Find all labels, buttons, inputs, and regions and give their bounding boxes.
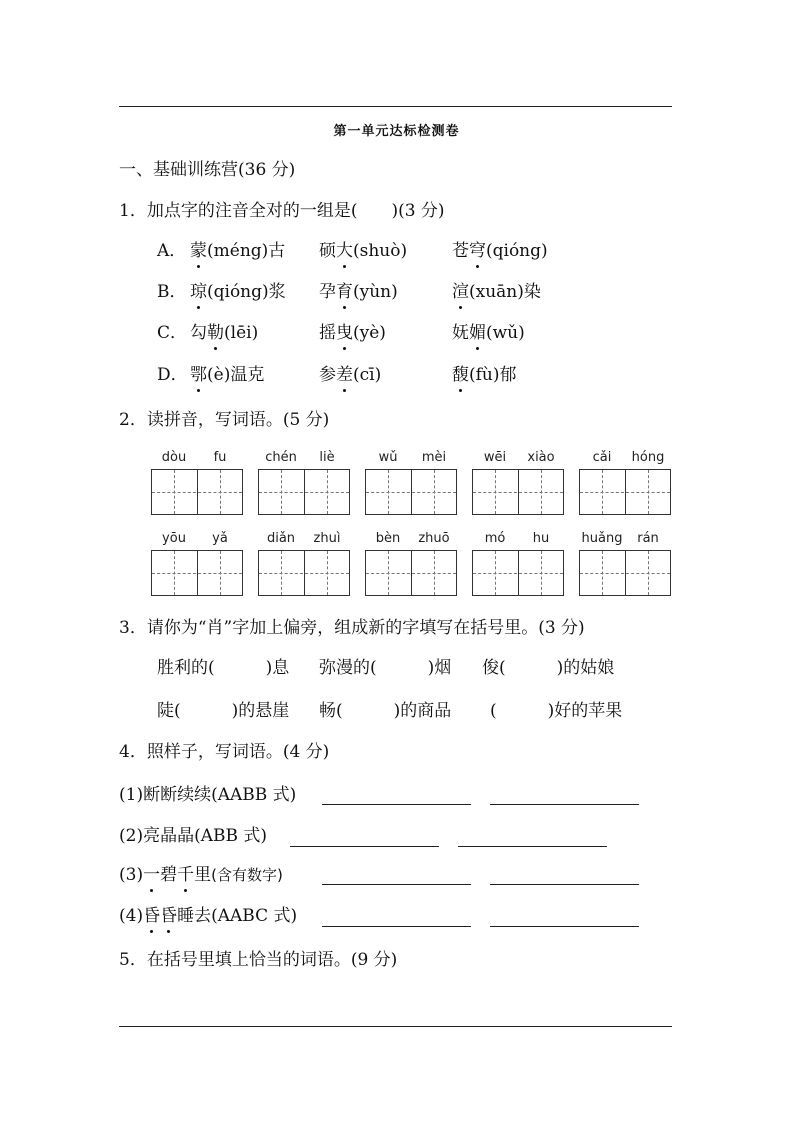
answer-line[interactable] bbox=[322, 804, 471, 805]
answer-line[interactable] bbox=[322, 884, 471, 885]
tianzi-grid[interactable] bbox=[151, 550, 243, 596]
option-word: 孕育(yùn) bbox=[319, 282, 398, 302]
page-title: 第一单元达标检测卷 bbox=[333, 124, 460, 139]
pinyin-label: hóng bbox=[631, 450, 665, 465]
example-item: (4)昏昏睡去(AABC 式) bbox=[119, 906, 298, 926]
pinyin-label: xiào bbox=[527, 450, 555, 465]
example-item: (3)一碧千里(含有数字) bbox=[119, 865, 283, 885]
tianzi-grid[interactable] bbox=[472, 469, 564, 515]
option-word: 妩媚(wǔ) bbox=[452, 323, 525, 343]
example-item: (1)断断续续(AABB 式) bbox=[119, 785, 297, 805]
option-word: 鄂(è)温克 bbox=[190, 365, 265, 385]
pinyin-label: wǔ bbox=[378, 450, 398, 465]
pinyin-label: rán bbox=[637, 531, 659, 546]
fill-blank-item: 俊( )的姑娘 bbox=[482, 658, 615, 678]
tianzi-grid[interactable] bbox=[151, 469, 243, 515]
pinyin-label: wēi bbox=[483, 450, 507, 465]
pinyin-label: diǎn bbox=[266, 531, 296, 546]
pinyin-label: zhuō bbox=[418, 531, 450, 546]
pinyin-label: liè bbox=[319, 450, 335, 465]
answer-line[interactable] bbox=[290, 846, 439, 847]
question-4-stem: 4．照样子，写词语。(4 分) bbox=[119, 742, 330, 762]
pinyin-label: bèn bbox=[375, 531, 401, 546]
example-item: (2)亮晶晶(ABB 式) bbox=[119, 826, 268, 846]
option-word: 苍穹(qióng) bbox=[452, 241, 548, 261]
fill-blank-item: 弥漫的( )烟 bbox=[319, 658, 452, 678]
tianzi-grid[interactable] bbox=[258, 550, 350, 596]
option-label[interactable]: C． bbox=[157, 323, 188, 343]
option-label[interactable]: B． bbox=[157, 282, 187, 302]
answer-line[interactable] bbox=[490, 804, 639, 805]
pinyin-label: dòu bbox=[161, 450, 187, 465]
question-5-stem: 5．在括号里填上恰当的词语。(9 分) bbox=[119, 950, 398, 970]
answer-line[interactable] bbox=[490, 884, 639, 885]
tianzi-grid[interactable] bbox=[365, 469, 457, 515]
pinyin-label: mó bbox=[484, 531, 506, 546]
option-word: 摇曳(yè) bbox=[319, 323, 386, 343]
bottom-rule bbox=[119, 1026, 672, 1027]
option-word: 琼(qióng)浆 bbox=[190, 282, 286, 302]
pinyin-label: fu bbox=[213, 450, 227, 465]
option-label[interactable]: A． bbox=[157, 241, 187, 261]
top-rule bbox=[119, 106, 672, 107]
pinyin-label: yǎ bbox=[212, 531, 228, 546]
tianzi-grid[interactable] bbox=[365, 550, 457, 596]
tianzi-grid[interactable] bbox=[258, 469, 350, 515]
pinyin-label: zhuì bbox=[313, 531, 341, 546]
tianzi-grid[interactable] bbox=[579, 550, 671, 596]
section-heading: 一、基础训练营(36 分) bbox=[119, 160, 296, 180]
answer-line[interactable] bbox=[490, 926, 639, 927]
pinyin-label: yōu bbox=[162, 531, 186, 546]
fill-blank-item: 胜利的( )息 bbox=[157, 658, 290, 678]
tianzi-grid[interactable] bbox=[579, 469, 671, 515]
question-2-stem: 2．读拼音，写词语。(5 分) bbox=[119, 410, 330, 430]
question-1-stem: 1．加点字的注音全对的一组是( )(3 分) bbox=[119, 201, 445, 221]
fill-blank-item: 陡( )的悬崖 bbox=[157, 701, 290, 721]
option-word: 渲(xuān)染 bbox=[452, 282, 541, 302]
option-word: 勾勒(lēi) bbox=[190, 323, 259, 343]
answer-line[interactable] bbox=[322, 926, 471, 927]
option-word: 硕大(shuò) bbox=[319, 241, 408, 261]
pinyin-label: huǎng bbox=[581, 531, 623, 546]
pinyin-label: chén bbox=[265, 450, 297, 465]
option-label[interactable]: D． bbox=[157, 365, 188, 385]
pinyin-label: mèi bbox=[421, 450, 447, 465]
option-word: 蒙(méng)古 bbox=[190, 241, 286, 261]
option-word: 馥(fù)郁 bbox=[452, 365, 517, 385]
fill-blank-item: 畅( )的商品 bbox=[319, 701, 452, 721]
pinyin-label: cǎi bbox=[592, 450, 612, 465]
tianzi-grid[interactable] bbox=[472, 550, 564, 596]
question-3-stem: 3．请你为“肖”字加上偏旁，组成新的字填写在括号里。(3 分) bbox=[119, 618, 585, 638]
option-word: 参差(cī) bbox=[319, 365, 382, 385]
answer-line[interactable] bbox=[458, 846, 607, 847]
fill-blank-item: ( )好的苹果 bbox=[490, 701, 623, 721]
pinyin-label: hu bbox=[532, 531, 550, 546]
